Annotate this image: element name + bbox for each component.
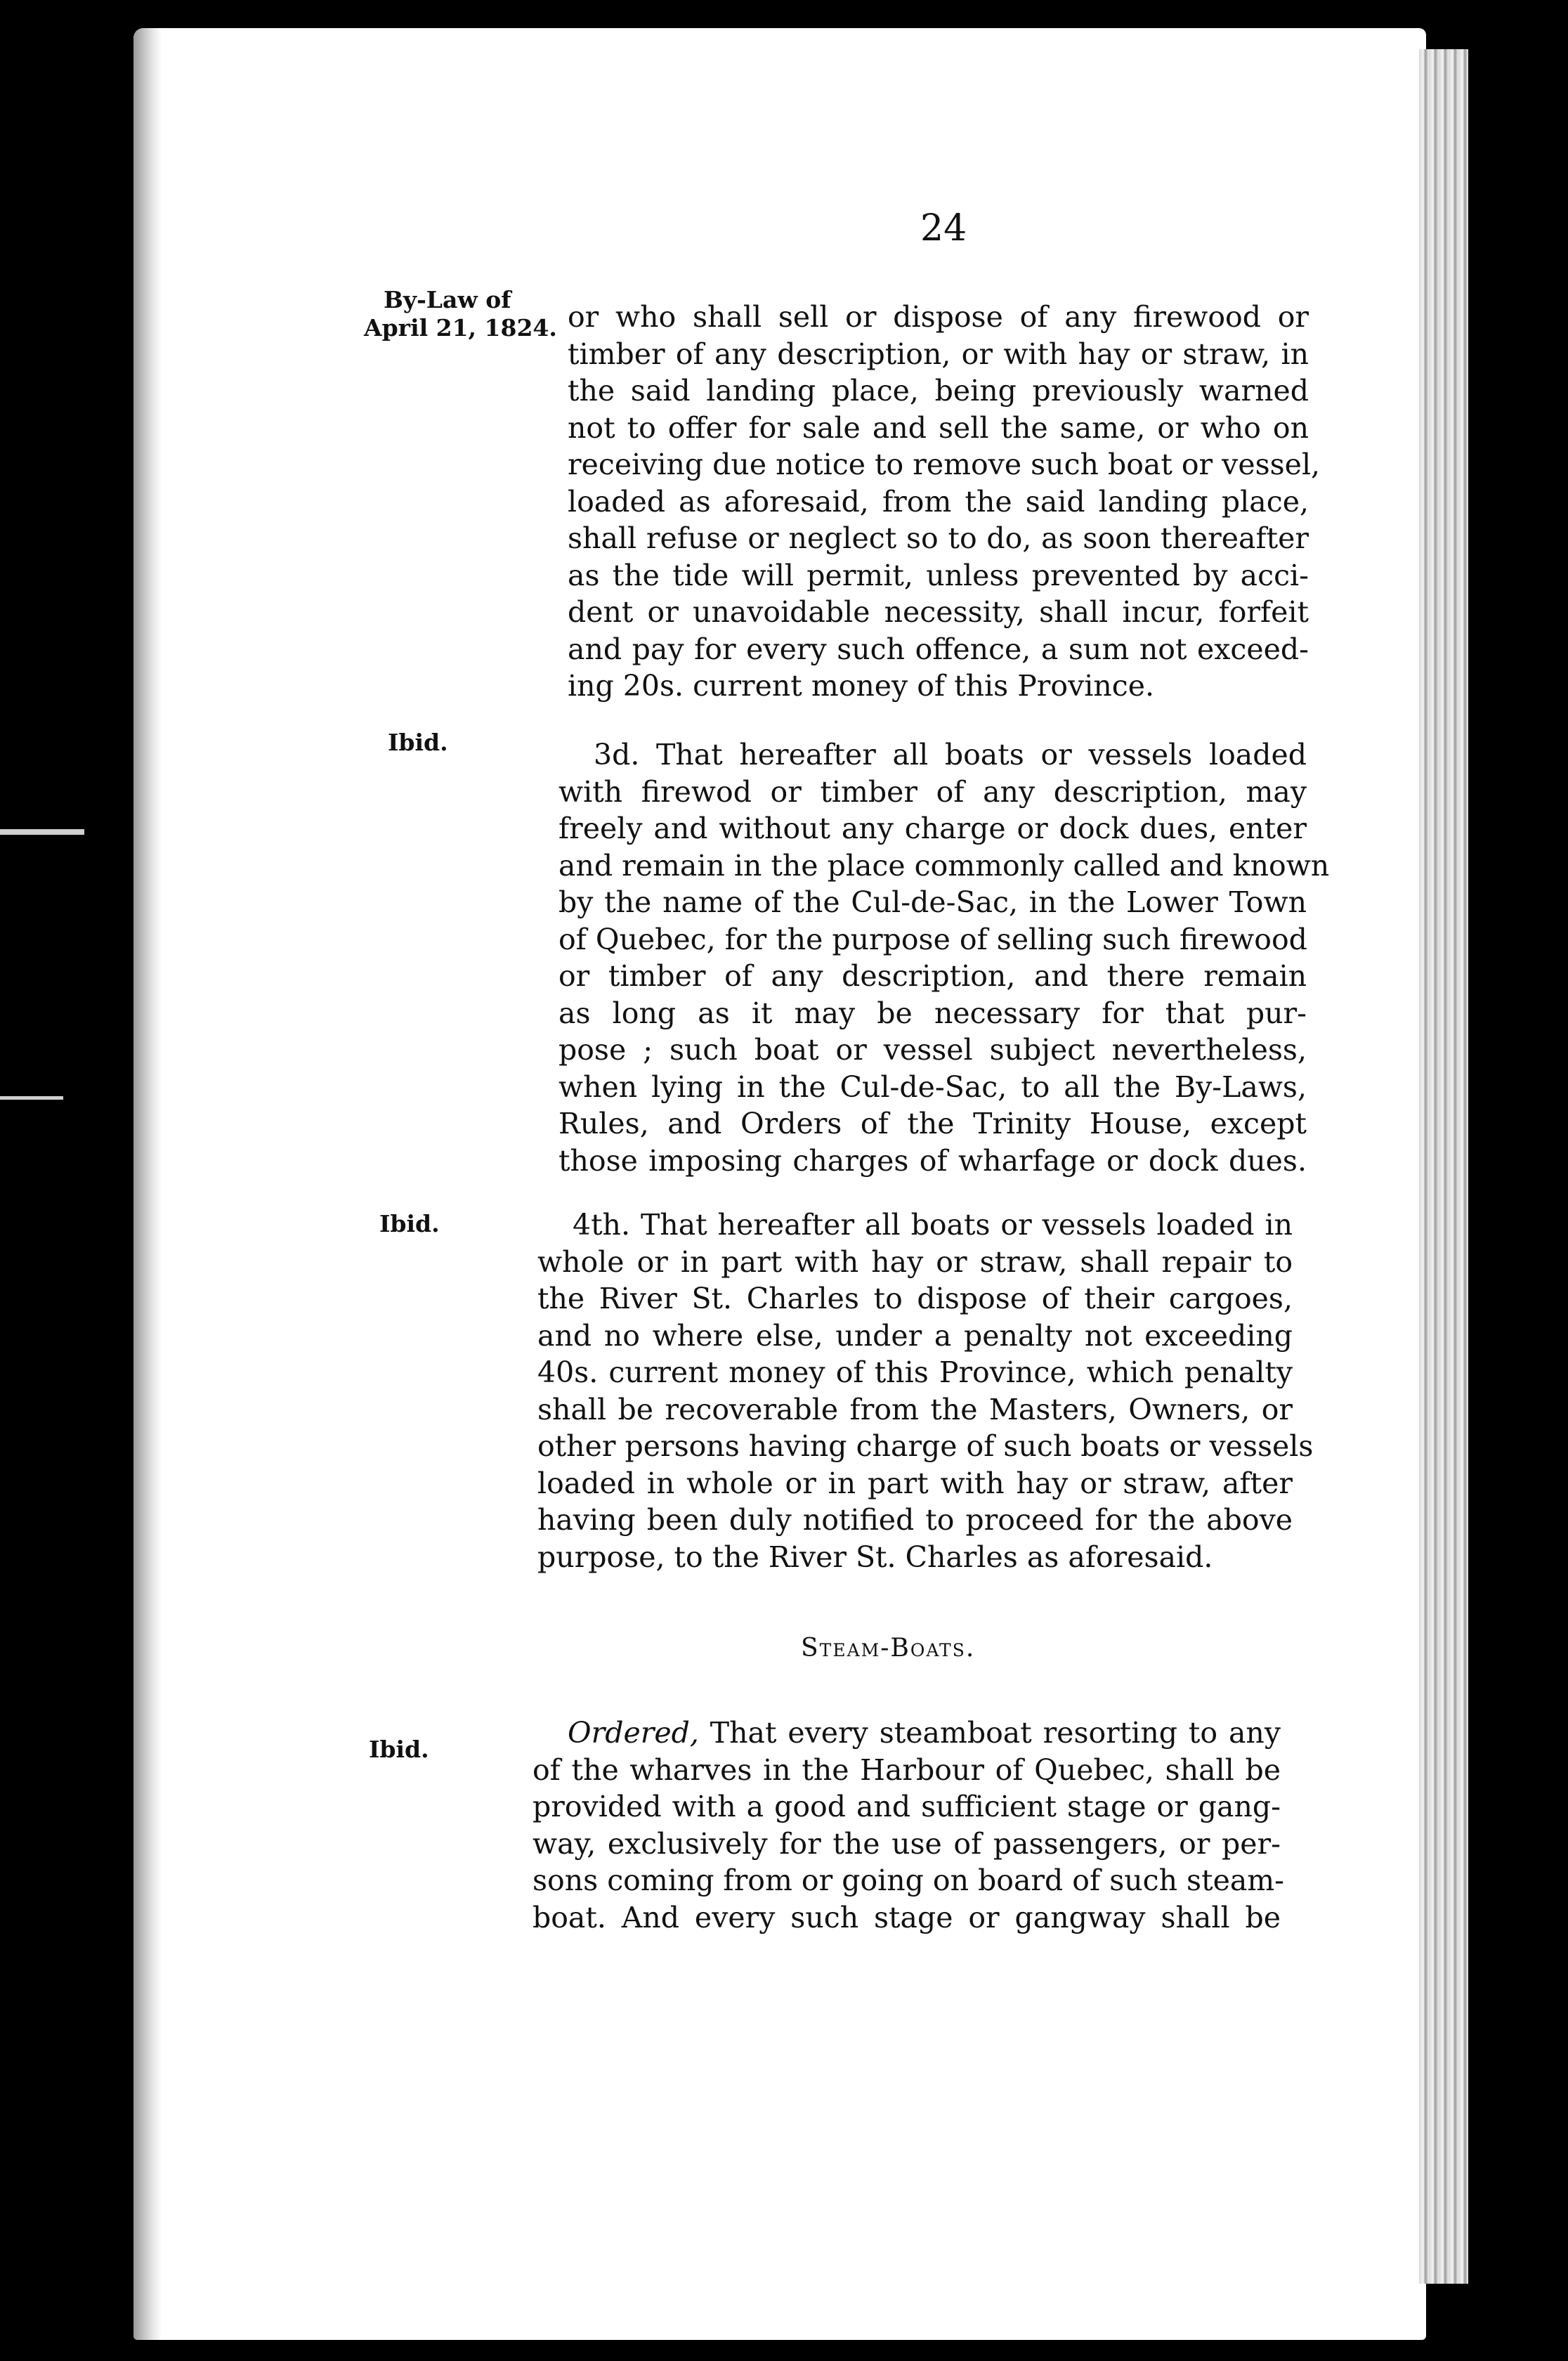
text-line: as the tide will permit, unless prevented by acci- [568,558,1309,592]
text-line: other persons having charge of such boats or vessels [537,1429,1314,1463]
margin-note-line: April 21, 1824. [364,314,557,342]
text-line: purpose, to the River St. Charles as aforesaid. [537,1540,1213,1574]
text-line: the said landing place, being previously warned [568,374,1309,408]
text-line-rest: That every steamboat resorting to any [698,1716,1281,1750]
section-heading: Steam-Boats. [801,1634,976,1663]
paragraph [568,299,1321,705]
text-line: boat. And every such stage or gangway shall be [533,1900,1281,1934]
text-line: and pay for every such offence, a sum not exceed- [568,632,1309,666]
text-line: and remain in the place commonly called and known [558,848,1330,883]
margin-note-line: Ibid. [388,729,448,756]
margin-note-line: Ibid. [379,1210,440,1237]
text-line: 3d. That hereafter all boats or vessels loaded [594,738,1307,772]
text-line: not to offer for sale and sell the same, or who on [568,410,1309,445]
margin-note-ibid [369,1736,429,1764]
text-line: of the wharves in the Harbour of Quebec, shall be [533,1752,1281,1787]
paragraph [533,1715,1285,1936]
text-line: loaded as aforesaid, from the said landing place, [568,484,1309,519]
text-line: and no where else, under a penalty not exceeding [537,1318,1293,1353]
text-line: pose ; such boat or vessel subject nevertheless, [558,1033,1307,1067]
margin-note-line: By-Law of [384,286,511,313]
paragraph [558,736,1330,1179]
text-line: whole or in part with hay or straw, shall repair to [537,1244,1293,1279]
text-line [533,1715,1281,1752]
text-line: dent or unavoidable necessity, shall incur, forfeit [568,595,1309,629]
text-line: provided with a good and sufficient stage or gang- [533,1790,1281,1823]
text-line: 4th. That hereafter all boats or vessels loaded in [573,1208,1293,1242]
text-line: shall be recoverable from the Masters, Owners, or [537,1392,1293,1426]
margin-note-ibid [388,729,448,757]
margin-note-bylaw [364,286,557,342]
text-line: or timber of any description, and there remain [558,959,1307,993]
text-line: timber of any description, or with hay or straw, in [568,337,1309,371]
text-line: sons coming from or going on board of such steam- [533,1864,1285,1897]
scan-mark [0,829,84,835]
margin-note-ibid [379,1210,440,1238]
margin-note-line: Ibid. [369,1736,429,1763]
text-line: as long as it may be necessary for that pur- [558,996,1307,1030]
text-line: or who shall sell or dispose of any firewood or [568,300,1309,334]
ordered-word: Ordered, [568,1716,699,1750]
text-line: having been duly notified to proceed for the above [537,1503,1293,1537]
text-line: receiving due notice to remove such boat or vessel, [568,448,1321,481]
text-line: when lying in the Cul-de-Sac, to all the By-Laws, [558,1069,1307,1104]
text-line: with firewod or timber of any description, may [558,774,1307,809]
text-line: 40s. current money of this Province, which penalty [537,1355,1293,1389]
text-line: loaded in whole or in part with hay or straw, after [537,1466,1293,1500]
text-line: way, exclusively for the use of passengers, or per- [533,1826,1281,1861]
page-gutter-shadow [133,28,162,2340]
page-edge-stack [1419,49,1468,2284]
text-line: those imposing charges of wharfage or dock dues. [558,1143,1307,1178]
text-line: of Quebec, for the purpose of selling such firewood [558,922,1307,956]
text-line: freely and without any charge or dock dues, enter [558,812,1307,845]
text-line: ing 20s. current money of this Province. [568,669,1155,703]
scan-mark [0,1096,63,1100]
paragraph [537,1206,1314,1575]
page-number: 24 [920,207,967,249]
text-line: shall refuse or neglect so to do, as soon thereafter [568,521,1309,555]
text-line: by the name of the Cul-de-Sac, in the Lower Town [558,885,1307,919]
text-line: the River St. Charles to dispose of their cargoes, [537,1282,1293,1315]
text-line: Rules, and Orders of the Trinity House, except [558,1107,1307,1140]
